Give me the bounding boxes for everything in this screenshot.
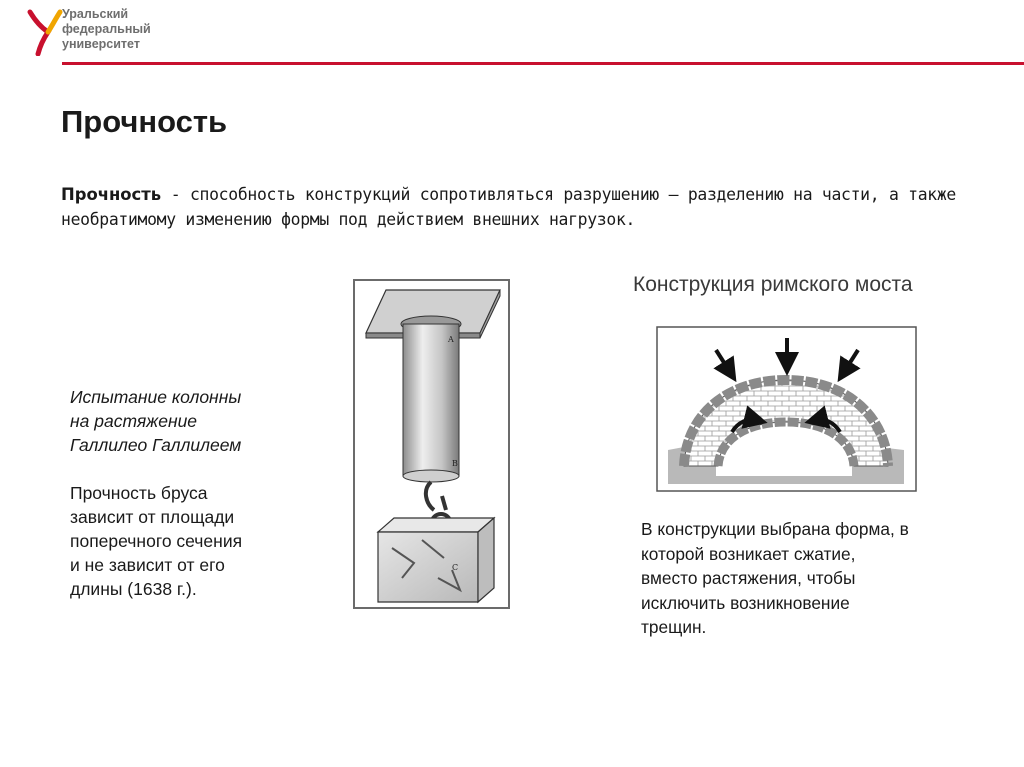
logo-line-2: федеральный [62, 22, 151, 36]
university-logo-icon [26, 6, 66, 56]
bridge-title: Конструкция римского моста [633, 273, 913, 296]
column-note-line: Прочность бруса [70, 483, 208, 503]
bridge-caption-line: трещин. [641, 617, 707, 637]
bridge-caption-line: которой возникает сжатие, [641, 543, 856, 564]
label-c: C [452, 563, 459, 572]
university-name [62, 7, 151, 52]
bridge-caption-line: вместо растяжения, чтобы [641, 568, 856, 588]
bridge-caption-line: исключить возникновение [641, 592, 850, 613]
column-note-line: и не зависит от его [70, 555, 225, 575]
logo-line-1: Уральский [62, 7, 129, 21]
column-note [70, 481, 330, 601]
definition-term: Прочность [61, 185, 162, 204]
header-divider [62, 62, 1024, 65]
column-test-illustration [352, 278, 512, 610]
definition-paragraph [61, 182, 956, 232]
bridge-caption [641, 517, 1011, 640]
roman-bridge-illustration [656, 326, 918, 494]
logo-line-3: университет [62, 37, 140, 51]
column-note-line: зависит от площади [70, 507, 235, 527]
bridge-caption-line: В конструкции выбрана форма, в [641, 519, 909, 539]
column-caption [70, 385, 330, 457]
column-note-line: поперечного сечения [70, 531, 243, 551]
column-caption-line: Испытание колонны [70, 387, 242, 407]
column-note-line: длины (1638 г.). [70, 579, 197, 599]
page-title: Прочность [61, 104, 228, 139]
label-a: A [448, 335, 454, 344]
column-caption-line: Галлилео Галлилеем [70, 435, 242, 455]
label-b: B [452, 459, 458, 468]
column-caption-line: на растяжение [70, 411, 198, 431]
definition-text: - способность конструкций сопротивляться разрушению — разделению на части, а также необратимому изменению формы под действием внешних нагрузок. [61, 185, 956, 229]
